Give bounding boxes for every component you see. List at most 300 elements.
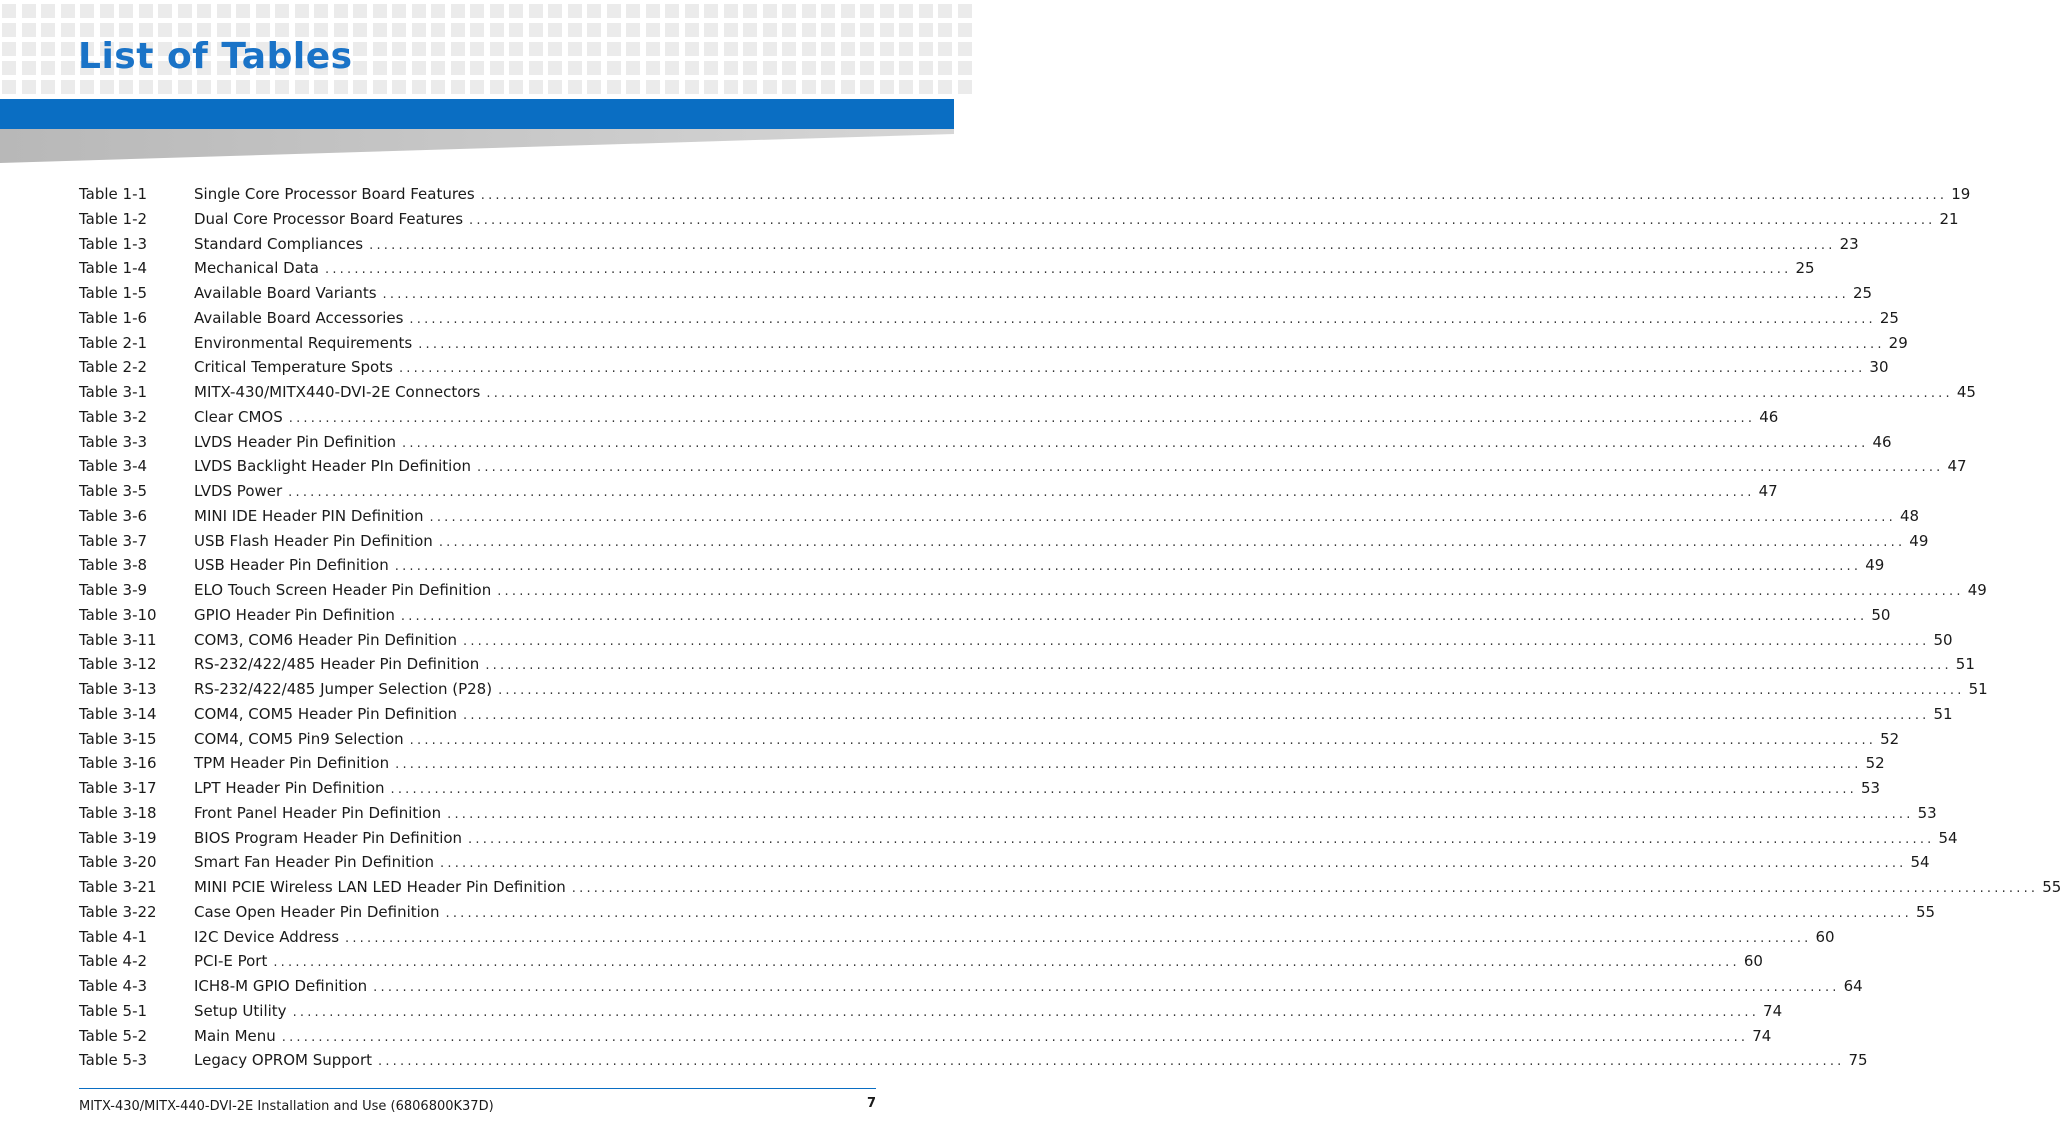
dot-leader: ........................................................................................................................................................................................................ bbox=[445, 905, 1912, 921]
toc-entry[interactable] bbox=[79, 232, 1859, 257]
header-pattern-square bbox=[139, 80, 153, 94]
dot-leader: ........................................................................................................................................................................................................ bbox=[369, 237, 1836, 253]
header-pattern-square bbox=[392, 23, 406, 37]
header-pattern-square bbox=[782, 80, 796, 94]
header-pattern-square bbox=[178, 80, 192, 94]
table-number: Table 3-1 bbox=[79, 383, 148, 401]
dot-leader: ........................................................................................................................................................................................................ bbox=[469, 212, 1936, 228]
header-pattern-square bbox=[256, 80, 270, 94]
header-pattern-square bbox=[685, 80, 699, 94]
table-number: Table 3-9 bbox=[79, 581, 148, 599]
header-pattern-square bbox=[821, 4, 835, 18]
header-pattern-square bbox=[685, 4, 699, 18]
header-pattern-square bbox=[353, 80, 367, 94]
footer-page-number: 7 bbox=[866, 1096, 876, 1111]
page-reference: 75 bbox=[1848, 1051, 1868, 1070]
toc-entry[interactable] bbox=[79, 850, 1930, 875]
toc-entry[interactable] bbox=[79, 776, 1881, 801]
header-pattern-square bbox=[392, 42, 406, 56]
header-pattern-square bbox=[958, 23, 972, 37]
dot-leader: ........................................................................................................................................................................................................ bbox=[440, 856, 1907, 872]
header-pattern-square bbox=[275, 23, 289, 37]
header-pattern-square bbox=[880, 42, 894, 56]
header-pattern-square bbox=[509, 80, 523, 94]
table-title: Case Open Header Pin Definition bbox=[194, 902, 440, 921]
toc-entry[interactable] bbox=[79, 900, 1936, 925]
header-pattern-square bbox=[821, 80, 835, 94]
header-pattern-square bbox=[431, 42, 445, 56]
toc-entry[interactable] bbox=[79, 281, 1873, 306]
header-pattern-square bbox=[860, 61, 874, 75]
header-pattern-square bbox=[334, 4, 348, 18]
dot-leader: ........................................................................................................................................................................................................ bbox=[400, 608, 1868, 624]
page-reference: 25 bbox=[1853, 284, 1873, 302]
header-pattern-square bbox=[763, 61, 777, 75]
dot-leader: ........................................................................................................................................................................................................ bbox=[281, 1029, 1749, 1045]
dot-leader: ........................................................................................................................................................................................................ bbox=[429, 509, 1896, 525]
toc-entry[interactable] bbox=[79, 999, 1783, 1024]
table-number: Table 3-13 bbox=[79, 680, 157, 698]
toc-entry[interactable] bbox=[79, 751, 1885, 776]
page-reference: 52 bbox=[1865, 754, 1885, 773]
page-reference: 49 bbox=[1865, 556, 1885, 575]
header-pattern-square bbox=[314, 4, 328, 18]
table-title: MINI IDE Header PIN Definition bbox=[194, 506, 424, 525]
header-pattern-square bbox=[178, 23, 192, 37]
dot-leader: ........................................................................................................................................................................................................ bbox=[498, 683, 1965, 698]
header-pattern-square bbox=[490, 80, 504, 94]
table-title: ICH8-M GPIO Definition bbox=[194, 977, 368, 995]
page-reference: 19 bbox=[1951, 185, 1971, 203]
header-pattern-square bbox=[685, 61, 699, 75]
table-title: I2C Device Address bbox=[194, 927, 340, 946]
header-pattern-square bbox=[431, 4, 445, 18]
dot-leader: ........................................................................................................................................................................................................ bbox=[447, 806, 1914, 822]
header-pattern-square bbox=[802, 4, 816, 18]
header-pattern-square bbox=[41, 80, 55, 94]
header-pattern-square bbox=[197, 23, 211, 37]
header-pattern-square bbox=[743, 80, 757, 94]
header-pattern-square bbox=[587, 80, 601, 94]
header-pattern-square bbox=[626, 80, 640, 94]
page-reference: 54 bbox=[1938, 828, 1958, 847]
toc-entry[interactable] bbox=[79, 256, 1815, 281]
header-pattern-square bbox=[724, 23, 738, 37]
header-pattern-square bbox=[80, 23, 94, 37]
toc-entry[interactable] bbox=[79, 652, 1975, 677]
page-reference: 46 bbox=[1759, 407, 1779, 426]
dot-leader: ........................................................................................................................................................................................................ bbox=[571, 881, 2039, 896]
header-pattern-square bbox=[509, 61, 523, 75]
header-pattern-square bbox=[568, 42, 582, 56]
header-pattern-square bbox=[782, 23, 796, 37]
dot-leader: ........................................................................................................................................................................................................ bbox=[409, 732, 1877, 748]
table-title: LVDS Backlight Header PIn Definition bbox=[194, 457, 472, 476]
table-title: Clear CMOS bbox=[194, 407, 283, 426]
header-pattern-square bbox=[685, 42, 699, 56]
header-pattern-square bbox=[529, 23, 543, 37]
header-pattern-square bbox=[353, 42, 367, 56]
dot-leader: ........................................................................................................................................................................................................ bbox=[378, 1054, 1845, 1070]
header-pattern-square bbox=[568, 80, 582, 94]
dot-leader: ........................................................................................................................................................................................................ bbox=[292, 1004, 1760, 1020]
header-pattern-square bbox=[2, 61, 16, 75]
header-pattern-square bbox=[919, 4, 933, 18]
header-pattern-square bbox=[100, 23, 114, 37]
table-title: Environmental Requirements bbox=[194, 333, 413, 352]
header-pattern-square bbox=[743, 23, 757, 37]
table-title: Main Menu bbox=[194, 1026, 276, 1045]
header-pattern-square bbox=[704, 42, 718, 56]
page-reference: 48 bbox=[1899, 506, 1920, 525]
header-pattern-square bbox=[665, 61, 679, 75]
toc-entry[interactable] bbox=[79, 331, 1908, 356]
page-reference: 60 bbox=[1743, 952, 1763, 971]
header-pattern-square bbox=[295, 80, 309, 94]
header-pattern-square bbox=[412, 42, 426, 56]
header-pattern-square bbox=[646, 4, 660, 18]
toc-entry[interactable] bbox=[79, 875, 2061, 900]
header-pattern-square bbox=[568, 4, 582, 18]
header-pattern-square bbox=[100, 4, 114, 18]
header-pattern-square bbox=[899, 80, 913, 94]
table-number: Table 3-15 bbox=[79, 729, 157, 748]
page-title: List of Tables bbox=[78, 36, 353, 77]
page-reference: 55 bbox=[1915, 902, 1936, 921]
header-pattern-square bbox=[61, 42, 75, 56]
page-reference: 52 bbox=[1880, 729, 1900, 748]
header-pattern-square bbox=[2, 4, 16, 18]
table-title: LPT Header Pin Definition bbox=[194, 779, 385, 797]
table-number: Table 3-18 bbox=[79, 803, 157, 822]
header-pattern-square bbox=[646, 80, 660, 94]
page-reference: 25 bbox=[1795, 259, 1815, 278]
page-reference: 45 bbox=[1956, 383, 1976, 401]
header-pattern-square bbox=[451, 42, 465, 56]
header-pattern-square bbox=[178, 4, 192, 18]
toc-entry[interactable] bbox=[79, 430, 1892, 455]
header-pattern-square bbox=[802, 42, 816, 56]
header-pattern-square bbox=[802, 80, 816, 94]
toc-entry[interactable] bbox=[79, 1024, 1772, 1049]
page-reference: 51 bbox=[1955, 655, 1975, 674]
header-pattern-square bbox=[743, 61, 757, 75]
header-pattern-square bbox=[41, 23, 55, 37]
table-title: COM4, COM5 Header Pin Definition bbox=[194, 704, 458, 723]
table-title: MINI PCIE Wireless LAN LED Header Pin Definition bbox=[194, 878, 566, 896]
header-gray-wedge bbox=[0, 129, 954, 163]
table-title: MITX-430/MITX440-DVI-2E Connectors bbox=[194, 383, 481, 401]
header-pattern-square bbox=[119, 4, 133, 18]
header-pattern-square bbox=[490, 23, 504, 37]
header-pattern-square bbox=[880, 80, 894, 94]
header-pattern-square bbox=[919, 61, 933, 75]
header-pattern-square bbox=[373, 61, 387, 75]
page-reference: 60 bbox=[1815, 927, 1835, 946]
header-pattern-square bbox=[607, 80, 621, 94]
table-title: RS-232/422/485 Header Pin Definition bbox=[194, 655, 480, 674]
header-pattern-square bbox=[197, 4, 211, 18]
header-pattern-square bbox=[763, 80, 777, 94]
table-title: Front Panel Header Pin Definition bbox=[194, 803, 442, 822]
header-pattern-square bbox=[451, 4, 465, 18]
header-pattern-square bbox=[314, 23, 328, 37]
header-pattern-square bbox=[548, 4, 562, 18]
header-pattern-square bbox=[217, 80, 231, 94]
header-pattern-square bbox=[860, 42, 874, 56]
table-number: Table 3-5 bbox=[79, 482, 148, 500]
table-number: Table 1-5 bbox=[79, 284, 148, 302]
header-pattern-square bbox=[646, 61, 660, 75]
header-pattern-square bbox=[119, 23, 133, 37]
table-title: LVDS Header Pin Definition bbox=[194, 432, 396, 451]
table-number: Table 3-12 bbox=[79, 655, 157, 674]
table-title: Smart Fan Header Pin Definition bbox=[194, 853, 435, 872]
page-reference: 54 bbox=[1910, 853, 1930, 872]
page-reference: 50 bbox=[1933, 630, 1953, 649]
toc-entry[interactable] bbox=[79, 553, 1885, 578]
dot-leader: ........................................................................................................................................................................................................ bbox=[345, 930, 1812, 946]
dot-leader: ........................................................................................................................................................................................................ bbox=[486, 386, 1953, 401]
header-pattern-square bbox=[548, 23, 562, 37]
header-pattern-square bbox=[451, 23, 465, 37]
header-pattern-square bbox=[704, 23, 718, 37]
table-title: Setup Utility bbox=[194, 1001, 287, 1020]
dot-leader: ........................................................................................................................................................................................................ bbox=[409, 311, 1876, 327]
header-pattern-square bbox=[2, 42, 16, 56]
page-reference: 49 bbox=[1967, 581, 1987, 599]
header-pattern-square bbox=[412, 80, 426, 94]
dot-leader: ........................................................................................................................................................................................................ bbox=[485, 658, 1952, 674]
header-pattern-square bbox=[2, 80, 16, 94]
header-pattern-square bbox=[61, 23, 75, 37]
header-pattern-square bbox=[587, 61, 601, 75]
header-pattern-square bbox=[880, 4, 894, 18]
toc-entry[interactable] bbox=[79, 529, 1929, 554]
dot-leader: ........................................................................................................................................................................................................ bbox=[273, 955, 1740, 971]
header-pattern-square bbox=[958, 42, 972, 56]
header-pattern-square bbox=[412, 61, 426, 75]
toc-entry[interactable] bbox=[79, 702, 1953, 727]
header-pattern-square bbox=[529, 4, 543, 18]
table-number: Table 1-3 bbox=[79, 234, 148, 253]
table-title: COM3, COM6 Header Pin Definition bbox=[194, 630, 458, 649]
table-title: ELO Touch Screen Header Pin Definition bbox=[194, 581, 492, 599]
table-number: Table 3-22 bbox=[79, 902, 157, 921]
page-reference: 50 bbox=[1871, 605, 1891, 624]
toc-entry[interactable] bbox=[79, 306, 1899, 331]
toc-entry[interactable] bbox=[79, 925, 1835, 950]
header-pattern-square bbox=[217, 4, 231, 18]
header-pattern-square bbox=[899, 23, 913, 37]
header-pattern-square bbox=[919, 80, 933, 94]
table-number: Table 3-21 bbox=[79, 878, 157, 896]
table-number: Table 3-6 bbox=[79, 506, 148, 525]
header-pattern-square bbox=[236, 80, 250, 94]
table-title: TPM Header Pin Definition bbox=[194, 754, 390, 773]
page-reference: 51 bbox=[1933, 704, 1953, 723]
toc-entry[interactable] bbox=[79, 504, 1920, 529]
header-pattern-square bbox=[724, 61, 738, 75]
header-pattern-square bbox=[938, 4, 952, 18]
header-pattern-square bbox=[412, 23, 426, 37]
header-pattern-square bbox=[334, 23, 348, 37]
dot-leader: ........................................................................................................................................................................................................ bbox=[373, 980, 1840, 995]
toc-entry[interactable] bbox=[79, 826, 1958, 851]
header-pattern-square bbox=[373, 80, 387, 94]
table-number: Table 1-1 bbox=[79, 185, 148, 203]
page-reference: 53 bbox=[1917, 803, 1937, 822]
table-number: Table 3-10 bbox=[79, 605, 157, 624]
header-pattern-square bbox=[158, 80, 172, 94]
header-pattern-square bbox=[743, 4, 757, 18]
header-pattern-square bbox=[353, 23, 367, 37]
toc-entry[interactable] bbox=[79, 578, 1987, 603]
header-pattern-square bbox=[451, 61, 465, 75]
table-number: Table 3-3 bbox=[79, 432, 148, 451]
dot-leader: ........................................................................................................................................................................................................ bbox=[324, 262, 1792, 278]
header-pattern-square bbox=[860, 4, 874, 18]
dot-leader: ........................................................................................................................................................................................................ bbox=[438, 534, 1906, 550]
header-pattern-square bbox=[353, 61, 367, 75]
table-title: PCI-E Port bbox=[194, 952, 268, 971]
header-pattern-square bbox=[665, 4, 679, 18]
table-title: USB Header Pin Definition bbox=[194, 556, 389, 575]
header-pattern-square bbox=[880, 61, 894, 75]
dot-leader: ........................................................................................................................................................................................................ bbox=[463, 707, 1930, 723]
header-pattern-square bbox=[80, 80, 94, 94]
table-number: Table 4-3 bbox=[79, 977, 148, 995]
header-pattern-square bbox=[938, 23, 952, 37]
toc-entry[interactable] bbox=[79, 380, 1976, 405]
header-pattern-square bbox=[529, 80, 543, 94]
toc-entry[interactable] bbox=[79, 974, 1863, 999]
header-pattern-square bbox=[938, 61, 952, 75]
toc-entry[interactable] bbox=[79, 727, 1900, 752]
table-number: Table 3-19 bbox=[79, 828, 157, 847]
toc-entry[interactable] bbox=[79, 405, 1779, 430]
header-pattern-square bbox=[841, 42, 855, 56]
header-pattern-square bbox=[763, 4, 777, 18]
page-reference: 53 bbox=[1860, 779, 1881, 797]
header-pattern-square bbox=[236, 4, 250, 18]
page-reference: 46 bbox=[1872, 432, 1892, 451]
table-title: Single Core Processor Board Features bbox=[194, 185, 475, 203]
header-pattern-square bbox=[353, 4, 367, 18]
dot-leader: ........................................................................................................................................................................................................ bbox=[477, 460, 1944, 476]
header-pattern-square bbox=[626, 61, 640, 75]
header-pattern-square bbox=[295, 23, 309, 37]
header-pattern-square bbox=[509, 42, 523, 56]
table-number: Table 2-1 bbox=[79, 333, 148, 352]
table-title: USB Flash Header Pin Definition bbox=[194, 531, 433, 550]
header-pattern-square bbox=[724, 42, 738, 56]
dot-leader: ........................................................................................................................................................................................................ bbox=[288, 410, 1756, 426]
header-pattern-square bbox=[61, 61, 75, 75]
table-number: Table 1-4 bbox=[79, 259, 148, 278]
toc-entry[interactable] bbox=[79, 603, 1891, 628]
header-blue-band bbox=[0, 99, 954, 129]
toc-entry[interactable] bbox=[79, 182, 1971, 207]
header-pattern-square bbox=[2, 23, 16, 37]
page-reference: 25 bbox=[1879, 308, 1899, 327]
table-title: Legacy OPROM Support bbox=[194, 1051, 373, 1070]
header-pattern-square bbox=[548, 42, 562, 56]
footer-document-title: MITX-430/MITX-440-DVI-2E Installation and Use (6806800K37D) bbox=[79, 1099, 494, 1114]
toc-entry[interactable] bbox=[79, 479, 1778, 504]
table-number: Table 3-16 bbox=[79, 754, 157, 773]
header-pattern-square bbox=[392, 61, 406, 75]
toc-entry[interactable] bbox=[79, 1048, 1868, 1073]
header-pattern-square bbox=[841, 80, 855, 94]
header-pattern-square bbox=[958, 80, 972, 94]
toc-entry[interactable] bbox=[79, 949, 1763, 974]
dot-leader: ........................................................................................................................................................................................................ bbox=[382, 287, 1850, 302]
header-pattern-square bbox=[958, 61, 972, 75]
toc-entry[interactable] bbox=[79, 677, 1988, 702]
header-pattern-square bbox=[295, 4, 309, 18]
table-number: Table 4-1 bbox=[79, 927, 148, 946]
table-title: Dual Core Processor Board Features bbox=[194, 209, 464, 228]
toc-entry[interactable] bbox=[79, 355, 1889, 380]
page-reference: 51 bbox=[1968, 680, 1988, 698]
header-pattern-square bbox=[412, 4, 426, 18]
dot-leader: ........................................................................................................................................................................................................ bbox=[480, 188, 1948, 203]
header-pattern-square bbox=[119, 80, 133, 94]
dot-leader: ........................................................................................................................................................................................................ bbox=[402, 435, 1869, 451]
dot-leader: ........................................................................................................................................................................................................ bbox=[468, 831, 1935, 847]
header-pattern-square bbox=[899, 42, 913, 56]
table-number: Table 3-7 bbox=[79, 531, 148, 550]
header-pattern-square bbox=[938, 80, 952, 94]
header-pattern-square bbox=[80, 4, 94, 18]
page-reference: 30 bbox=[1869, 358, 1889, 377]
header-pattern-square bbox=[665, 80, 679, 94]
table-number: Table 3-2 bbox=[79, 407, 148, 426]
header-pattern-square bbox=[373, 42, 387, 56]
header-pattern-square bbox=[158, 23, 172, 37]
table-title: GPIO Header Pin Definition bbox=[194, 605, 395, 624]
header-pattern-square bbox=[373, 4, 387, 18]
table-number: Table 3-17 bbox=[79, 779, 157, 797]
toc-entry[interactable] bbox=[79, 207, 1959, 232]
header-pattern-square bbox=[782, 4, 796, 18]
header-pattern-square bbox=[256, 23, 270, 37]
dot-leader: ........................................................................................................................................................................................................ bbox=[390, 782, 1857, 797]
table-number: Table 1-6 bbox=[79, 308, 148, 327]
table-title: BIOS Program Header Pin Definition bbox=[194, 828, 463, 847]
table-title: COM4, COM5 Pin9 Selection bbox=[194, 729, 404, 748]
header-pattern-square bbox=[22, 80, 36, 94]
header-pattern-square bbox=[919, 42, 933, 56]
header-pattern-square bbox=[860, 23, 874, 37]
table-number: Table 3-8 bbox=[79, 556, 148, 575]
page-reference: 74 bbox=[1752, 1026, 1772, 1045]
header-pattern-square bbox=[470, 23, 484, 37]
header-pattern-square bbox=[217, 23, 231, 37]
toc-entry[interactable] bbox=[79, 801, 1937, 826]
header-pattern-square bbox=[22, 4, 36, 18]
header-pattern-square bbox=[587, 42, 601, 56]
header-pattern-square bbox=[763, 42, 777, 56]
header-pattern-square bbox=[61, 4, 75, 18]
header-pattern-square bbox=[275, 80, 289, 94]
header-pattern-square bbox=[587, 23, 601, 37]
header-pattern-square bbox=[607, 4, 621, 18]
header-pattern-square bbox=[334, 80, 348, 94]
toc-entry[interactable] bbox=[79, 454, 1967, 479]
toc-entry[interactable] bbox=[79, 628, 1953, 653]
